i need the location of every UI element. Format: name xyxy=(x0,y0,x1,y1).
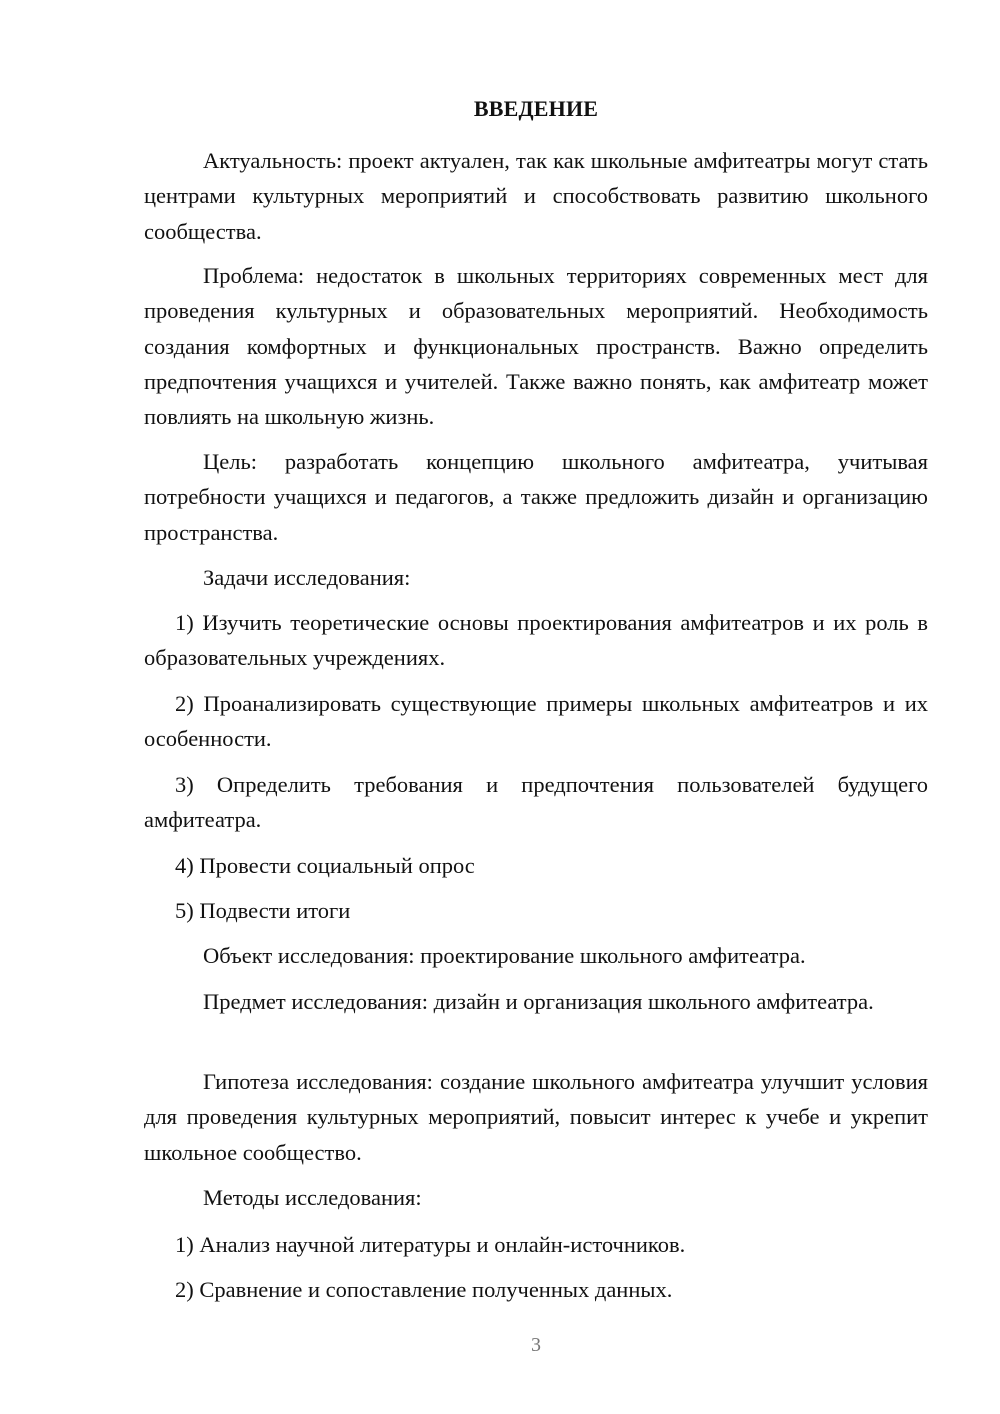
method-item-2: 2) Сравнение и сопоставление полученных данных. xyxy=(175,1277,673,1302)
problem-paragraph: Проблема: недостаток в школьных территориях современных мест для проведения культурных и образовательных мероприятий. Необходимость создания комфортных и функциональных пространств. Важно определить предпочтения учащихся и учителей. Также важно понять, как амфитеатр может повлиять на школьную жизнь. xyxy=(144,263,928,430)
section-title: ВВЕДЕНИЕ xyxy=(473,96,599,121)
object-paragraph: Объект исследования: проектирование школьного амфитеатра. xyxy=(203,943,806,968)
goal-paragraph: Цель: разработать концепцию школьного амфитеатра, учитывая потребности учащихся и педагогов, а также предложить дизайн и организацию пространства. xyxy=(144,449,928,545)
subject-paragraph: Предмет исследования: дизайн и организация школьного амфитеатра. xyxy=(203,989,874,1014)
task-item-2: 2) Проанализировать существующие примеры школьных амфитеатров и их особенности. xyxy=(144,691,928,752)
relevance-paragraph: Актуальность: проект актуален, так как школьные амфитеатры могут стать центрами культурных мероприятий и способствовать развитию школьного сообщества. xyxy=(144,148,928,244)
task-item-3: 3) Определить требования и предпочтения пользователей будущего амфитеатра. xyxy=(144,772,928,833)
methods-heading: Методы исследования: xyxy=(203,1185,422,1210)
tasks-heading: Задачи исследования: xyxy=(203,565,411,590)
hypothesis-paragraph: Гипотеза исследования: создание школьного амфитеатра улучшит условия для проведения культурных мероприятий, повысит интерес к учебе и укрепит школьное сообщество. xyxy=(144,1069,928,1165)
task-item-1: 1) Изучить теоретические основы проектирования амфитеатров и их роль в образовательных учреждениях. xyxy=(144,610,928,671)
task-item-5: 5) Подвести итоги xyxy=(175,898,351,923)
page-number: 3 xyxy=(531,1334,541,1356)
task-item-4: 4) Провести социальный опрос xyxy=(175,853,475,878)
method-item-1: 1) Анализ научной литературы и онлайн-источников. xyxy=(175,1232,686,1257)
